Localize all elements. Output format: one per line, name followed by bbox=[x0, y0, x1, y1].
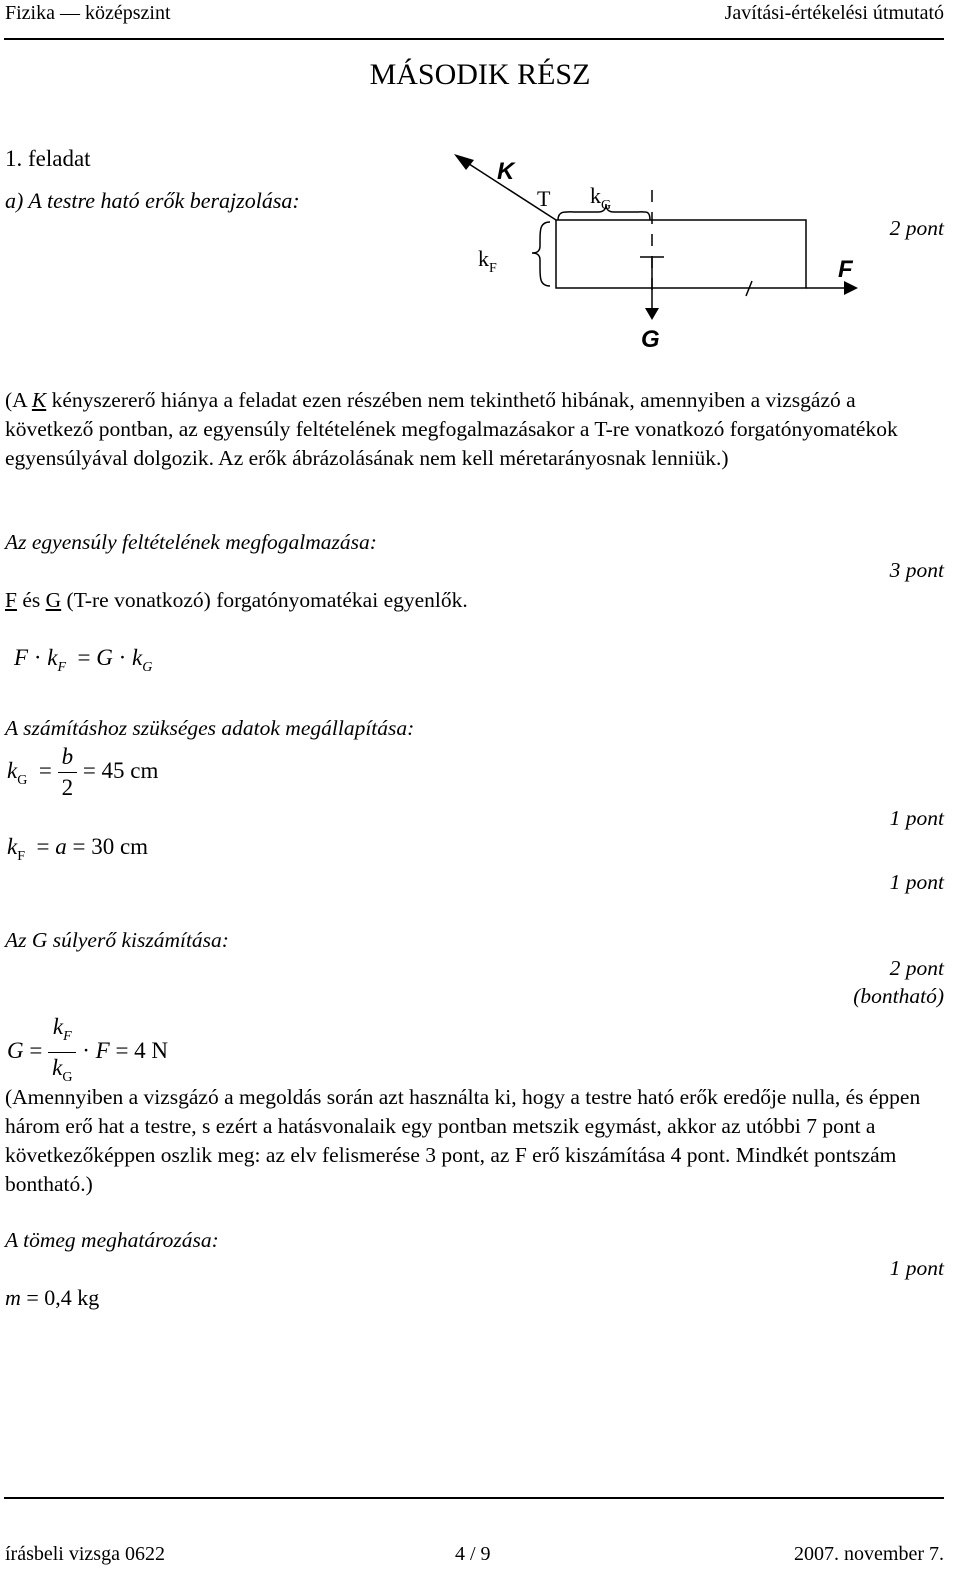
weight-heading: Az G súlyerő kiszámítása: bbox=[5, 928, 229, 952]
equation-kg: $k_G$ = $\frac{b}{2}$ = 45 cm bbox=[7, 744, 159, 800]
equilibrium-heading: Az egyensúly feltételének megfogalmazása: bbox=[5, 530, 377, 554]
mass-heading: A tömeg meghatározása: bbox=[5, 1228, 219, 1252]
points-diagram: 2 pont bbox=[889, 216, 944, 240]
body-rectangle bbox=[556, 220, 806, 288]
mass-result: m = 0,4 kg bbox=[5, 1285, 100, 1310]
equation-moments: $F \cdot k_F = G \cdot k_G$ bbox=[14, 645, 153, 675]
label-t: T bbox=[537, 186, 551, 211]
points-equilibrium: 3 pont bbox=[889, 558, 944, 582]
header-left: Fizika — középszint bbox=[5, 2, 171, 24]
note-alternative: (Amennyiben a vizsgázó a megoldás során azt használta ki, hogy a testre ható erők eredője nulla, és éppen három erő hat a testre, s ezért a hatásvonalaik egy pontban metszik egymást, akkor az utóbbi 7 pont a következőképpen oszlik meg: az elv felismerése 3 pont, az F erő kiszámítása 4 pont. Mindkét pontszám bontható.) bbox=[5, 1085, 921, 1196]
label-kg: $k_G$ bbox=[590, 183, 612, 213]
header-rule bbox=[4, 38, 944, 40]
label-g: G bbox=[641, 326, 660, 353]
footer-rule bbox=[4, 1497, 944, 1499]
task-heading: 1. feladat bbox=[5, 146, 91, 171]
data-heading: A számításhoz szükséges adatok megállapítása: bbox=[5, 716, 415, 740]
page-title: MÁSODIK RÉSZ bbox=[369, 58, 591, 91]
footer-left: írásbeli vizsga 0622 bbox=[5, 1543, 165, 1565]
points-kf: 1 pont bbox=[889, 870, 944, 894]
label-f: F bbox=[838, 256, 853, 283]
points-kg: 1 pont bbox=[889, 806, 944, 830]
equation-kf: $k_F = a = 30$ cm bbox=[7, 834, 149, 864]
footer-center: 4 / 9 bbox=[455, 1543, 491, 1565]
footer-right: 2007. november 7. bbox=[794, 1543, 944, 1565]
part-a-label: a) A testre ható erők berajzolása: bbox=[5, 188, 300, 213]
label-k: K bbox=[497, 158, 515, 185]
g-force-arrowhead bbox=[645, 308, 659, 320]
label-kf: $k_F$ bbox=[478, 246, 497, 276]
points-weight-note: (bontható) bbox=[853, 984, 944, 1008]
k-force-arrowhead bbox=[454, 154, 474, 170]
points-weight: 2 pont bbox=[889, 956, 944, 980]
header-right: Javítási-értékelési útmutató bbox=[724, 2, 944, 24]
note-kenyszererő: (A K kényszererő hiánya a feladat ezen részében nem tekinthető hibának, amennyiben a vizsgázó a következő pontban, az egyensúly feltételének megfogalmazásakor a T-re vonatkozó forgatónyomatékok egyensúlyával dolgozik. Az erők ábrázolásának nem kell méretarányosnak lenniük.) bbox=[5, 388, 898, 470]
equation-g: G = $\frac{k_F}{k_G}$ · F = 4 N bbox=[7, 1014, 169, 1085]
points-mass: 1 pont bbox=[889, 1256, 944, 1280]
equilibrium-statement: F és G (T-re vonatkozó) forgatónyomatékai egyenlők. bbox=[5, 588, 468, 612]
kf-brace bbox=[532, 222, 550, 286]
